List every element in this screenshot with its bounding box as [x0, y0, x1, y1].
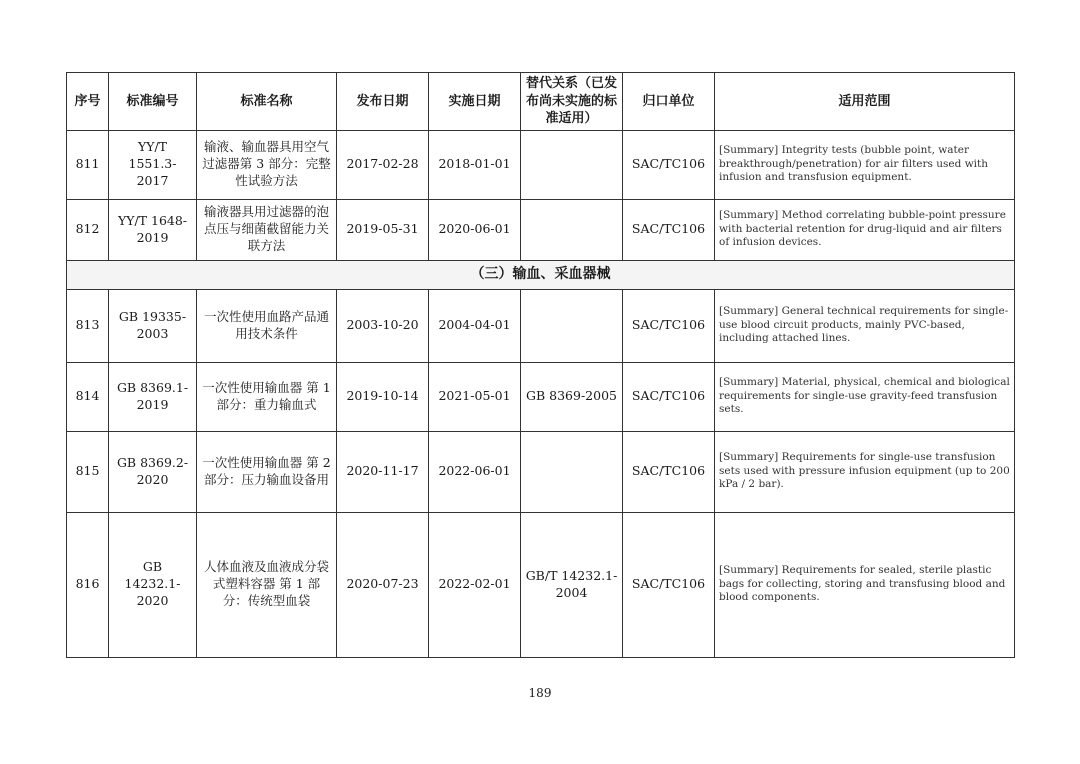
cell-code: GB 8369.2-2020: [109, 431, 197, 512]
header-scope: 适用范围: [715, 73, 1015, 131]
cell-replaces: [521, 289, 623, 362]
table-row: [67, 362, 1015, 431]
header-name: 标准名称: [197, 73, 337, 131]
cell-pub-date: 2003-10-20: [337, 289, 429, 362]
header-code: 标准编号: [109, 73, 197, 131]
header-no: 序号: [67, 73, 109, 131]
cell-pub-date: 2020-11-17: [337, 431, 429, 512]
cell-name: 人体血液及血液成分袋式塑料容器 第 1 部分：传统型血袋: [197, 512, 337, 657]
cell-impl-date: 2018-01-01: [429, 130, 521, 199]
cell-scope: [Summary] Integrity tests (bubble point, water breakthrough/penetration) for air filters used with infusion and transfusion equipment.: [715, 130, 1015, 199]
cell-unit: SAC/TC106: [623, 431, 715, 512]
section-row: [67, 260, 1015, 289]
cell-pub-date: 2017-02-28: [337, 130, 429, 199]
table-row: [67, 289, 1015, 362]
page-number: 189: [528, 686, 552, 700]
cell-no: 816: [67, 512, 109, 657]
cell-pub-date: 2019-05-31: [337, 199, 429, 260]
cell-pub-date: 2020-07-23: [337, 512, 429, 657]
cell-code: YY/T 1648-2019: [109, 199, 197, 260]
cell-name: 输液器具用过滤器的泡点压与细菌截留能力关联方法: [197, 199, 337, 260]
cell-scope: [Summary] Method correlating bubble-point pressure with bacterial retention for drug-liquid and air filters of infusion devices.: [715, 199, 1015, 260]
table-row: [67, 199, 1015, 260]
cell-code: GB 14232.1-2020: [109, 512, 197, 657]
cell-code: GB 19335-2003: [109, 289, 197, 362]
table-body: [67, 130, 1015, 657]
header-row: [67, 73, 1015, 131]
cell-name: 一次性使用血路产品通用技术条件: [197, 289, 337, 362]
cell-scope: [Summary] Requirements for single-use transfusion sets used with pressure infusion equipment (up to 200 kPa / 2 bar).: [715, 431, 1015, 512]
cell-no: 811: [67, 130, 109, 199]
cell-impl-date: 2021-05-01: [429, 362, 521, 431]
header-impl-date: 实施日期: [429, 73, 521, 131]
cell-scope: [Summary] Material, physical, chemical and biological requirements for single-use gravity-feed transfusion sets.: [715, 362, 1015, 431]
cell-unit: SAC/TC106: [623, 199, 715, 260]
cell-replaces: [521, 130, 623, 199]
cell-replaces: GB/T 14232.1-2004: [521, 512, 623, 657]
cell-impl-date: 2022-02-01: [429, 512, 521, 657]
cell-impl-date: 2004-04-01: [429, 289, 521, 362]
cell-replaces: [521, 431, 623, 512]
cell-no: 812: [67, 199, 109, 260]
standards-table: [66, 72, 1015, 658]
cell-name: 一次性使用输血器 第 1 部分：重力输血式: [197, 362, 337, 431]
cell-unit: SAC/TC106: [623, 130, 715, 199]
cell-unit: SAC/TC106: [623, 512, 715, 657]
cell-code: GB 8369.1-2019: [109, 362, 197, 431]
cell-no: 814: [67, 362, 109, 431]
cell-name: 输液、输血器具用空气过滤器第 3 部分：完整性试验方法: [197, 130, 337, 199]
cell-no: 815: [67, 431, 109, 512]
cell-no: 813: [67, 289, 109, 362]
cell-replaces: [521, 199, 623, 260]
header-pub-date: 发布日期: [337, 73, 429, 131]
table-row: [67, 130, 1015, 199]
cell-scope: [Summary] Requirements for sealed, sterile plastic bags for collecting, storing and transfusing blood and blood components.: [715, 512, 1015, 657]
cell-pub-date: 2019-10-14: [337, 362, 429, 431]
cell-code: YY/T 1551.3-2017: [109, 130, 197, 199]
cell-replaces: GB 8369-2005: [521, 362, 623, 431]
cell-name: 一次性使用输血器 第 2 部分：压力输血设备用: [197, 431, 337, 512]
header-replaces: 替代关系（已发布尚未实施的标准适用）: [521, 73, 623, 131]
cell-scope: [Summary] General technical requirements for single-use blood circuit products, mainly PVC-based, including attached lines.: [715, 289, 1015, 362]
section-title: （三）输血、采血器械: [67, 260, 1015, 289]
cell-impl-date: 2020-06-01: [429, 199, 521, 260]
header-unit: 归口单位: [623, 73, 715, 131]
cell-unit: SAC/TC106: [623, 362, 715, 431]
table-row: [67, 431, 1015, 512]
table-row: [67, 512, 1015, 657]
cell-unit: SAC/TC106: [623, 289, 715, 362]
cell-impl-date: 2022-06-01: [429, 431, 521, 512]
